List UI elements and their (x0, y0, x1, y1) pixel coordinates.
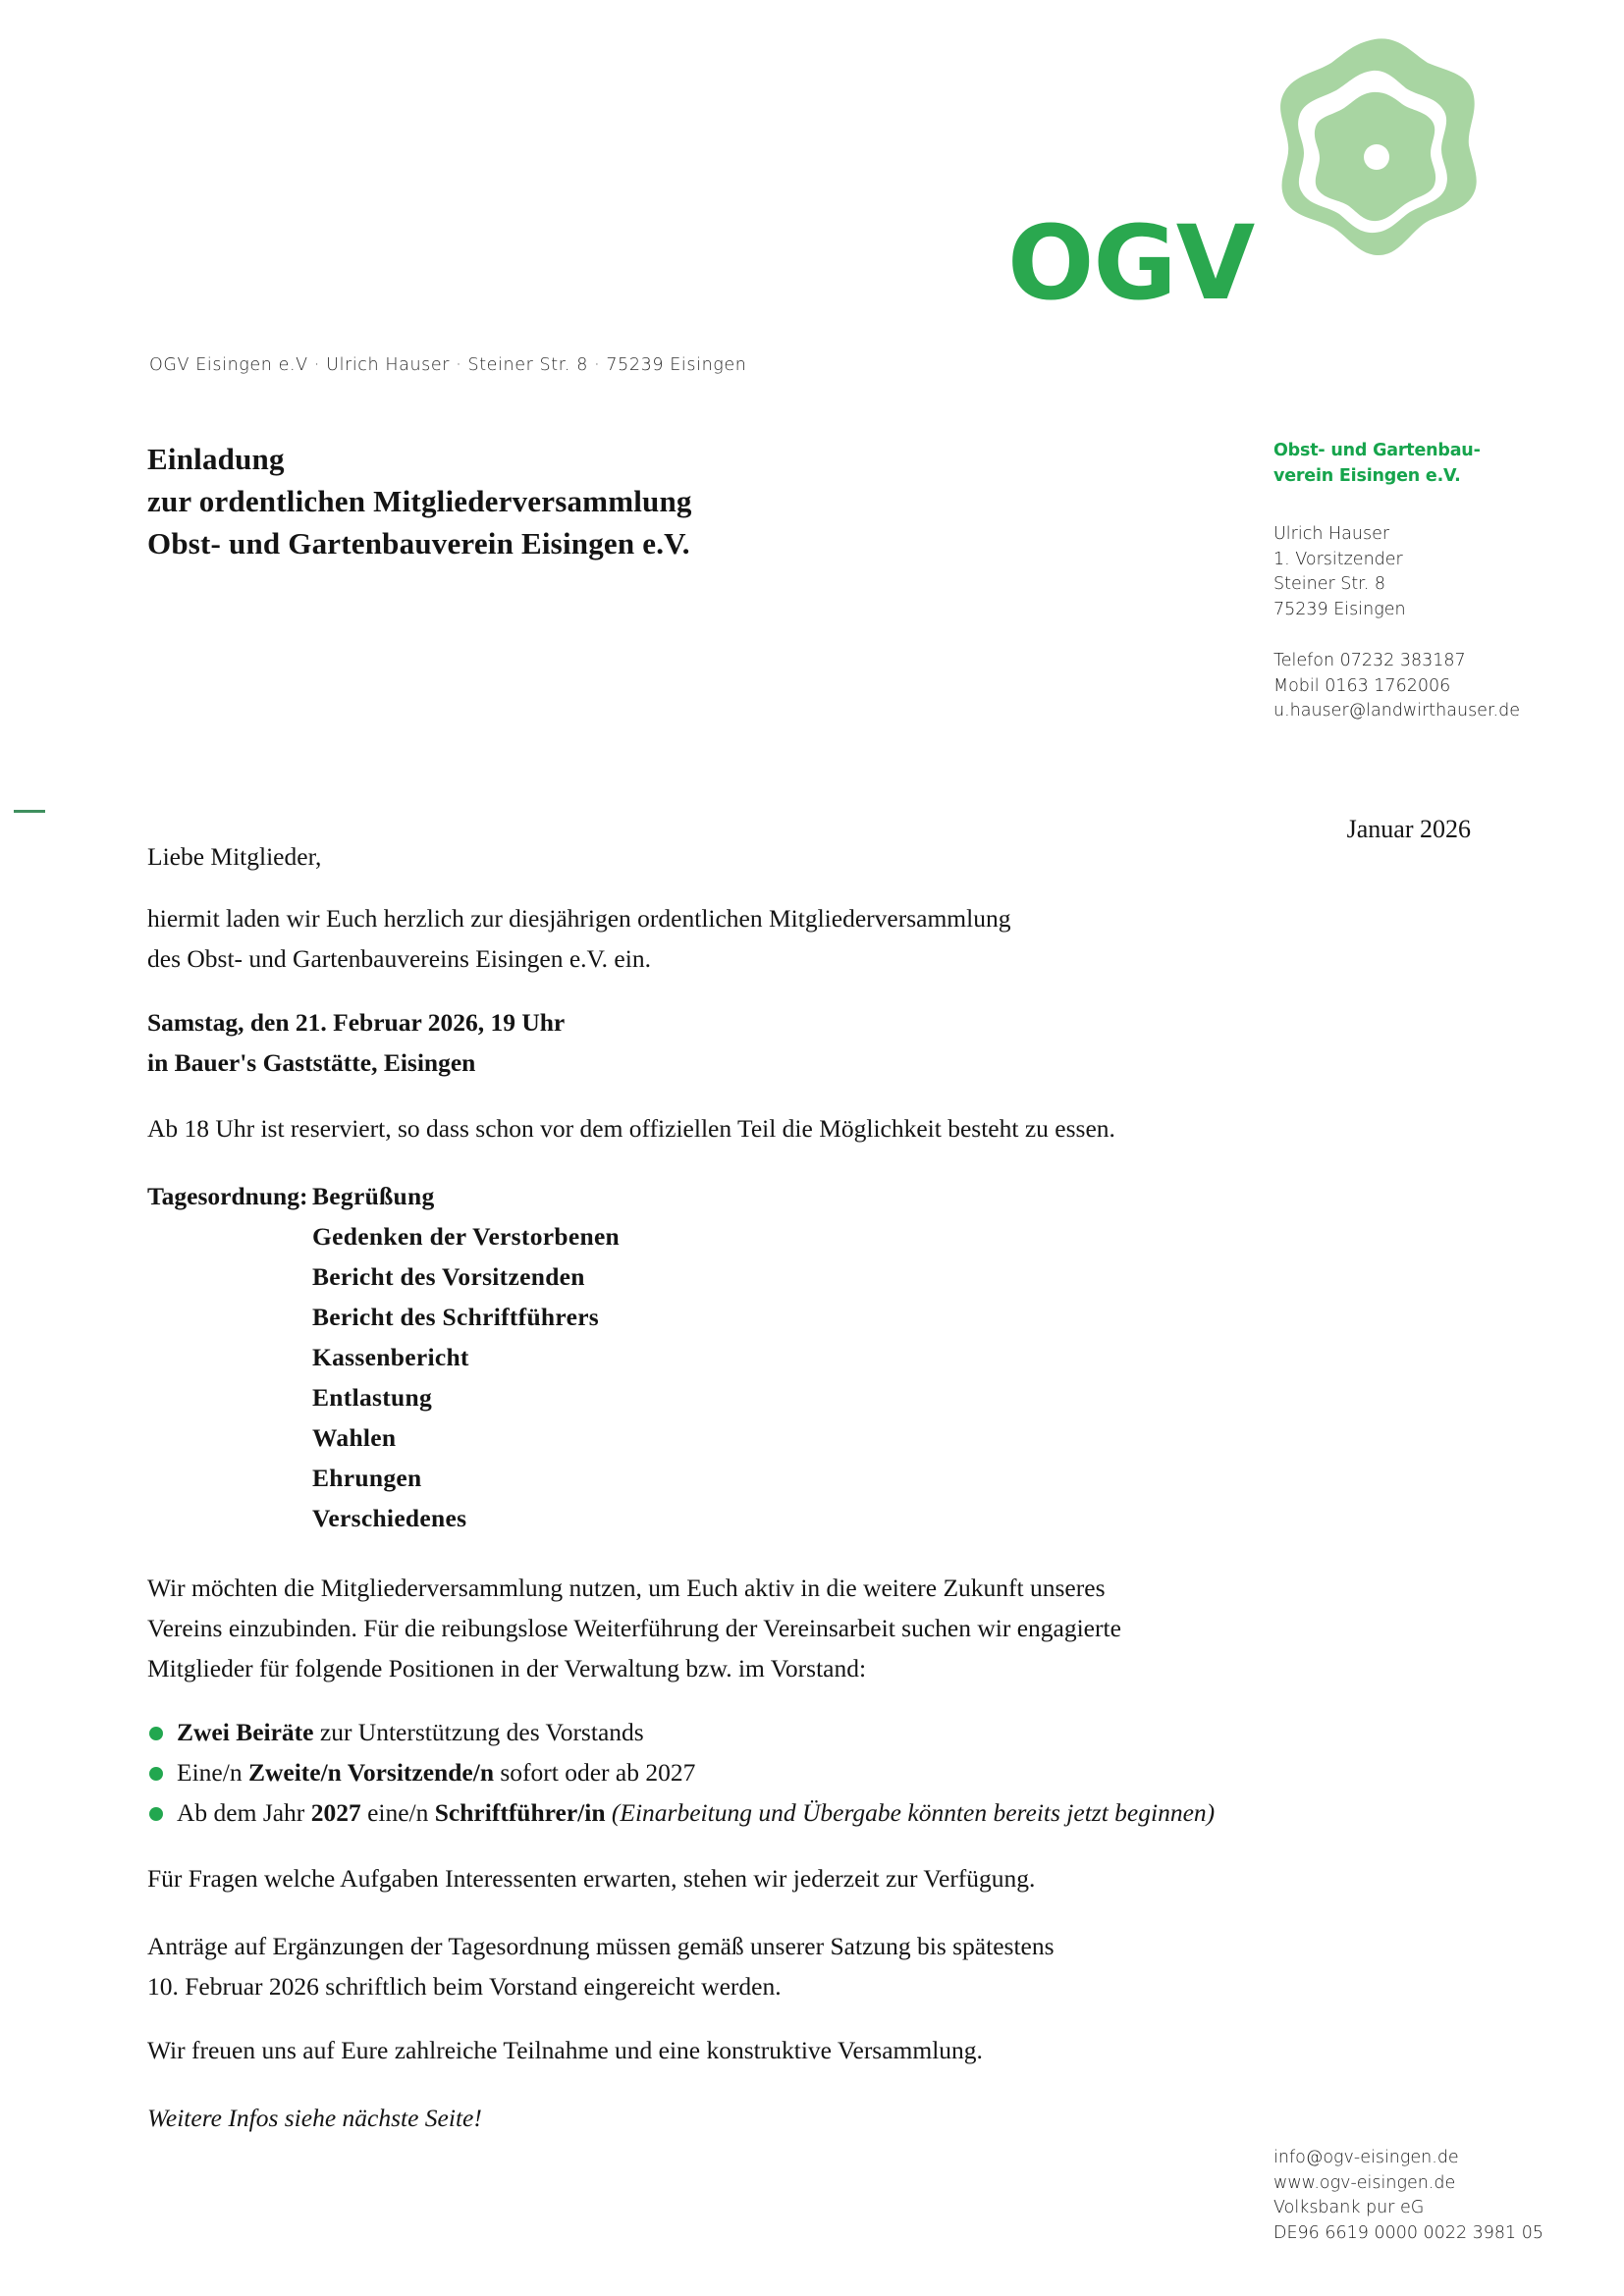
agenda-list (312, 1176, 620, 1538)
footer-website[interactable]: www.ogv-eisingen.de (1273, 2172, 1456, 2193)
footer-email[interactable]: info@ogv-eisingen.de (1273, 2148, 1459, 2167)
agenda-item: Kassenbericht (312, 1343, 469, 1371)
contact-person (1273, 522, 1597, 622)
salutation: Liebe Mitglieder, (147, 842, 322, 871)
contact-name: Ulrich Hauser (1273, 524, 1390, 544)
open-positions-list (147, 1712, 1453, 1833)
contact-mobile: Mobil 0163 1762006 (1273, 675, 1451, 696)
blossom-flower-icon (1259, 37, 1485, 263)
agenda-item: Wahlen (312, 1423, 397, 1452)
footer-iban: DE96 6619 0000 0022 3981 05 (1273, 2222, 1544, 2243)
position-text: sofort oder ab 2027 (494, 1758, 696, 1787)
event-datetime: Samstag, den 21. Februar 2026, 19 Uhr (147, 1008, 566, 1037)
next-page-note: Weitere Infos siehe nächste Seite! (147, 2104, 482, 2132)
position-text: eine/n (360, 1798, 435, 1827)
contact-email[interactable]: u.hauser@landwirthauser.de (1273, 701, 1520, 721)
organization-name-line-1: Obst- und Gartenbau- (1273, 441, 1481, 460)
agenda-item: Begrüßung (312, 1182, 435, 1210)
contact-address-block (1273, 439, 1597, 751)
reservation-note: Ab 18 Uhr ist reserviert, so dass schon vor dem offiziellen Teil die Möglichkeit besteht zu essen. (147, 1114, 1115, 1143)
contact-city: 75239 Eisingen (1273, 599, 1406, 619)
footer-bank: Volksbank pur eG (1273, 2198, 1425, 2217)
title-line-2: zur ordentlichen Mitgliederversammlung (147, 484, 692, 518)
organization-name-line-2: verein Eisingen e.V. (1273, 465, 1461, 486)
ogv-wordmark: OGV (1007, 203, 1255, 323)
intro-line-2: des Obst- und Gartenbauvereins Eisingen e.V. ein. (147, 944, 651, 973)
motions-line-1: Anträge auf Ergänzungen der Tagesordnung müssen gemäß unserer Satzung bis spätestens (147, 1932, 1055, 1960)
list-item (147, 1752, 1453, 1792)
agenda-item: Verschiedenes (312, 1504, 467, 1532)
intro-paragraph (147, 898, 1453, 979)
event-details (147, 1002, 1453, 1083)
sender-return-address: OGV Eisingen e.V · Ulrich Hauser · Steiner Str. 8 · 75239 Eisingen (149, 355, 747, 375)
intro-line-1: hiermit laden wir Euch herzlich zur diesjährigen ordentlichen Mitgliederversammlung (147, 904, 1011, 933)
position-text: Eine/n (177, 1758, 248, 1787)
fold-mark (14, 810, 45, 813)
list-item (147, 1712, 1453, 1752)
agenda-item: Gedenken der Verstorbenen (312, 1222, 621, 1251)
letter-body (147, 836, 1453, 2138)
event-venue: in Bauer's Gaststätte, Eisingen (147, 1048, 476, 1077)
agenda-label: Tagesordnung: (147, 1182, 308, 1210)
contact-role: 1. Vorsitzender (1273, 549, 1403, 569)
position-bold-year: 2027 (310, 1798, 361, 1827)
motions-line-2: 10. Februar 2026 schriftlich beim Vorstand eingereicht werden. (147, 1972, 782, 2001)
document-date: Januar 2026 (1346, 815, 1471, 843)
agenda-item: Entlastung (312, 1383, 433, 1412)
title-line-1: Einladung (147, 442, 285, 476)
page-title (147, 438, 933, 564)
agenda-item: Bericht des Vorsitzenden (312, 1262, 585, 1291)
position-text: zur Unterstützung des Vorstands (313, 1718, 644, 1746)
agenda-section (147, 1176, 1453, 1538)
appeal-line-2: Vereins einzubinden. Für die reibungslose Weiterführung der Vereinsarbeit suchen wir engagierte (147, 1614, 1121, 1642)
agenda-item: Ehrungen (312, 1464, 422, 1492)
appeal-line-3: Mitglieder für folgende Positionen in der Verwaltung bzw. im Vorstand: (147, 1654, 867, 1682)
organization-name (1273, 439, 1597, 489)
contact-phone: Telefon 07232 383187 (1273, 651, 1466, 670)
position-note-italic: (Einarbeitung und Übergabe könnten bereits jetzt beginnen) (611, 1798, 1216, 1827)
agenda-item: Bericht des Schriftführers (312, 1303, 600, 1331)
thanks-note: Wir freuen uns auf Eure zahlreiche Teilnahme und eine konstruktive Versammlung. (147, 2036, 983, 2064)
position-text: Ab dem Jahr (177, 1798, 311, 1827)
contact-street: Steiner Str. 8 (1273, 574, 1386, 594)
position-bold-role: Zweite/n Vorsitzende/n (247, 1758, 494, 1787)
contact-channels (1273, 649, 1597, 724)
appeal-paragraph (147, 1568, 1453, 1688)
title-line-3: Obst- und Gartenbauverein Eisingen e.V. (147, 526, 690, 561)
motions-paragraph (147, 1926, 1453, 2006)
appeal-line-1: Wir möchten die Mitgliederversammlung nutzen, um Euch aktiv in die weitere Zukunft unseres (147, 1574, 1106, 1602)
footer-block (1273, 2146, 1543, 2246)
list-item (147, 1792, 1453, 1833)
position-bold-lead: Zwei Beiräte (177, 1718, 314, 1746)
bullet-icon (149, 1767, 163, 1781)
questions-note: Für Fragen welche Aufgaben Interessenten erwarten, stehen wir jederzeit zur Verfügung. (147, 1864, 1036, 1893)
ogv-logo (1000, 37, 1490, 332)
bullet-icon (149, 1807, 163, 1821)
bullet-icon (149, 1727, 163, 1740)
position-bold-role: Schriftführer/in (434, 1798, 606, 1827)
